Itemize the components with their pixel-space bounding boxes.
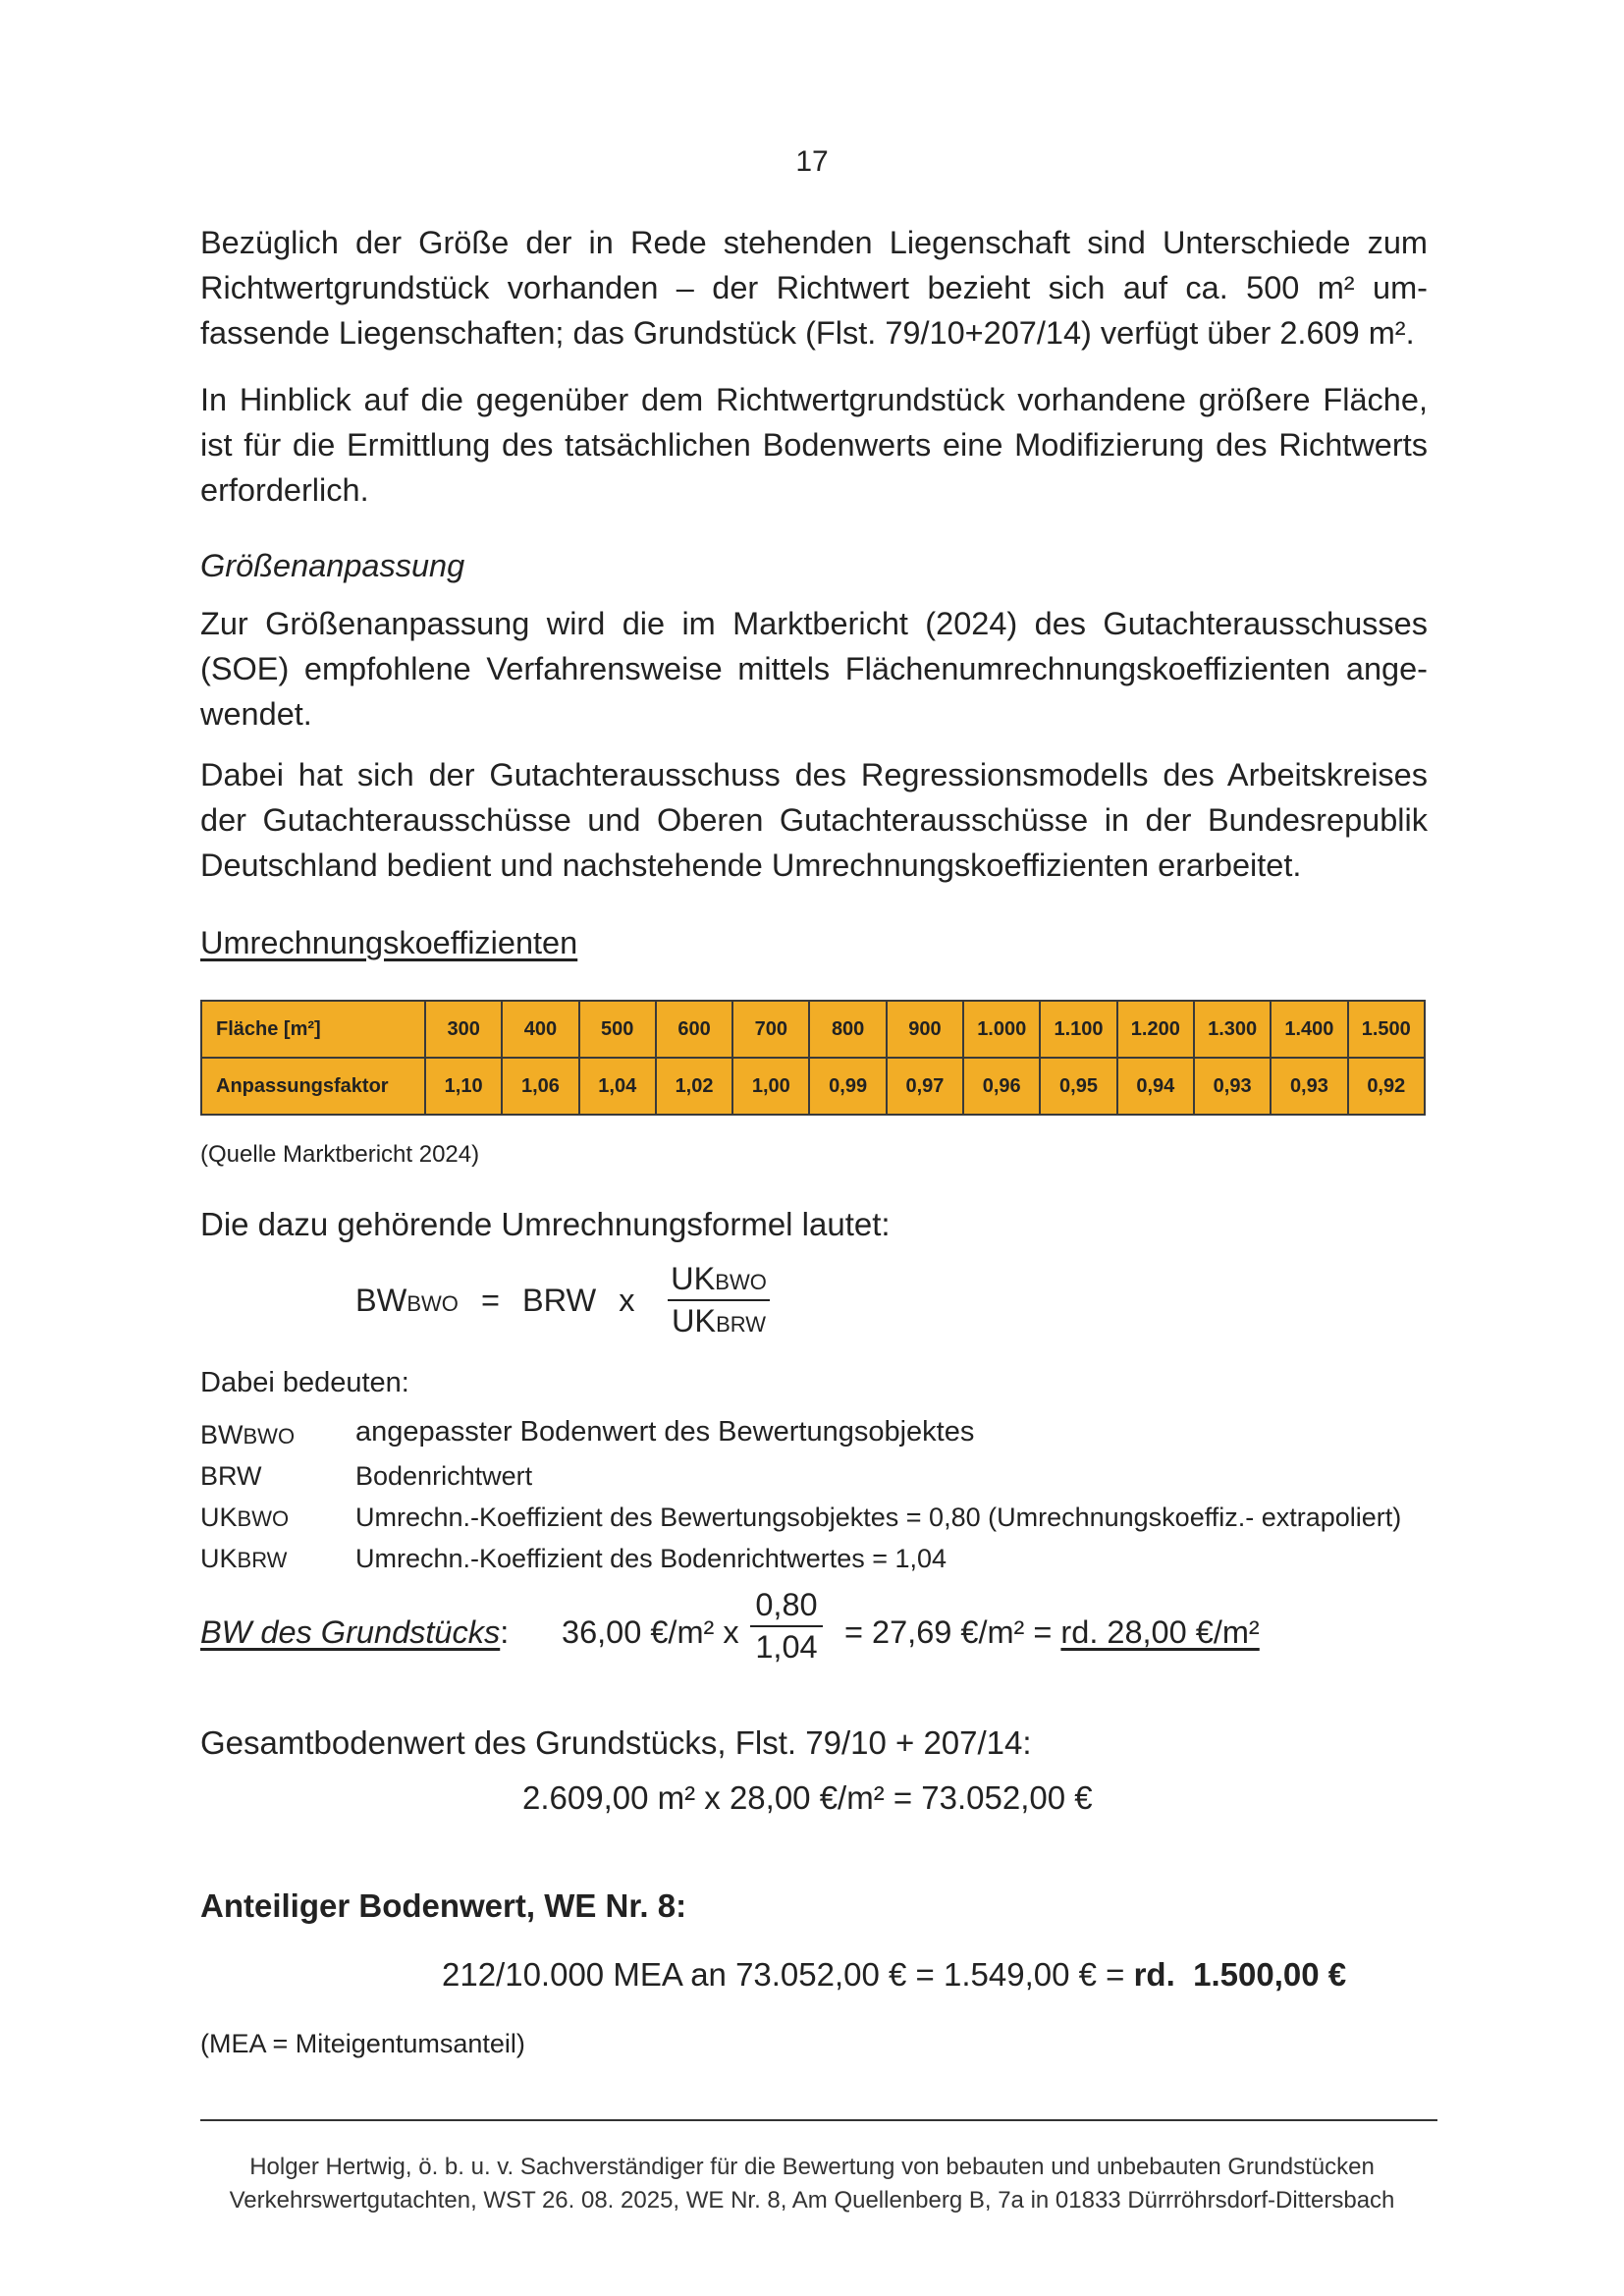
- legend-desc: Umrechn.-Koeffizient des Bewertungsobjektes = 0,80 (Umrechnungskoeffiz.- extrapoliert): [355, 1503, 1402, 1532]
- table-cell: 1.500: [1348, 1001, 1425, 1058]
- footer-divider: [200, 2119, 1437, 2121]
- table-cell: 400: [502, 1001, 578, 1058]
- bw-label: BW des Grundstücks: [200, 1614, 501, 1650]
- legend-term-text: UK: [200, 1544, 238, 1573]
- share-rd: rd.: [1133, 1956, 1175, 1993]
- bw-rounded: rd. 28,00 €/m²: [1060, 1614, 1260, 1650]
- formula-times: x: [619, 1283, 635, 1318]
- bw-colon: :: [500, 1614, 510, 1650]
- formula-intro: Die dazu gehörende Umrechnungsformel lautet:: [200, 1206, 891, 1242]
- table-cell: 0,93: [1194, 1058, 1271, 1115]
- source-note: (Quelle Marktbericht 2024): [200, 1141, 480, 1168]
- table-cell: 1.400: [1271, 1001, 1347, 1058]
- table-cell: 1.300: [1194, 1001, 1271, 1058]
- row-header-area: Fläche [m²]: [201, 1001, 425, 1058]
- text-line: Dabei hat sich der Gutachterausschuss des Regressionsmodells des Arbeitskreises: [200, 757, 1428, 793]
- formula-bw-sub: BWO: [406, 1291, 459, 1316]
- legend-desc: angepasster Bodenwert des Bewertungsobjektes: [355, 1416, 975, 1448]
- table-cell: 1,02: [656, 1058, 732, 1115]
- formula-lhs: [355, 1283, 635, 1319]
- section-heading-size-adjustment: Größenanpassung: [200, 548, 465, 583]
- table-cell: 500: [579, 1001, 656, 1058]
- legend-term-text: UK: [200, 1503, 238, 1532]
- total-title: Gesamtbodenwert des Grundstücks, Flst. 79/10 + 207/14:: [200, 1724, 1032, 1761]
- legend-term-text: BRW: [200, 1461, 262, 1491]
- table-cell: 300: [425, 1001, 502, 1058]
- bw-numerator: 0,80: [750, 1587, 823, 1627]
- text-line: In Hinblick auf die gegenüber dem Richtwertgrundstück vorhandene größere Fläche,: [200, 382, 1428, 417]
- formula-num-uk: UK: [671, 1261, 716, 1296]
- paragraph-method: [200, 601, 1428, 737]
- text-line: Richtwertgrundstück vorhanden – der Richtwert bezieht sich auf ca. 500 m² um-: [200, 270, 1428, 305]
- legend-desc: Bodenrichtwert: [355, 1461, 533, 1491]
- text-line: fassende Liegenschaften; das Grundstück (Flst. 79/10+207/14) verfügt über 2.609 m².: [200, 315, 1415, 351]
- mea-note: (MEA = Miteigentumsanteil): [200, 2029, 525, 2058]
- table-cell: 0,94: [1117, 1058, 1194, 1115]
- table-cell: 700: [732, 1001, 809, 1058]
- formula-bw: BW: [355, 1283, 407, 1318]
- table-cell: 800: [809, 1001, 886, 1058]
- text-line: ist für die Ermittlung des tatsächlichen Bodenwerts eine Modifizierung des Richtwerts: [200, 427, 1428, 463]
- formula-den-sub: BRW: [716, 1312, 767, 1337]
- row-header-factor: Anpassungsfaktor: [201, 1058, 425, 1115]
- table-cell: 1,04: [579, 1058, 656, 1115]
- text-line: wendet.: [200, 696, 312, 732]
- formula-fraction: [668, 1261, 770, 1339]
- table-cell: 900: [887, 1001, 963, 1058]
- page-number: 17: [795, 145, 829, 178]
- paragraph-modification: [200, 377, 1428, 513]
- bw-denominator: 1,04: [755, 1629, 818, 1665]
- table-cell: 1,00: [732, 1058, 809, 1115]
- share-calc-text: 212/10.000 MEA an 73.052,00 € = 1.549,00 € =: [442, 1956, 1125, 1993]
- share-final: 1.500,00 €: [1193, 1956, 1347, 1993]
- table-row-factor: [201, 1058, 1425, 1115]
- footer: [0, 2151, 1624, 2217]
- legend-term-sub: BRW: [237, 1548, 288, 1572]
- text-line: der Gutachterausschüsse und Oberen Gutachterausschüsse in der Bundesrepublik: [200, 802, 1428, 838]
- table-cell: 0,97: [887, 1058, 963, 1115]
- bw-result: = 27,69 €/m² =: [844, 1614, 1053, 1650]
- legend-term: [200, 1420, 295, 1450]
- footer-line-2: Verkehrswertgutachten, WST 26. 08. 2025, WE Nr. 8, Am Quellenberg B, 7a in 01833 Dürrröhrsdorf-Dittersbach: [229, 2187, 1395, 2214]
- legend-term: [200, 1461, 262, 1492]
- formula-brw: BRW: [521, 1283, 597, 1318]
- total-calc: 2.609,00 m² x 28,00 €/m² = 73.052,00 €: [522, 1779, 1093, 1816]
- formula-numerator: [668, 1261, 770, 1301]
- table-cell: 0,99: [809, 1058, 886, 1115]
- table-cell: 0,96: [963, 1058, 1040, 1115]
- paragraph-size-difference: [200, 220, 1428, 355]
- table-cell: 0,93: [1271, 1058, 1347, 1115]
- share-title: Anteiliger Bodenwert, WE Nr. 8:: [200, 1887, 687, 1924]
- paragraph-regression-model: [200, 752, 1428, 888]
- legend-term-sub: BWO: [243, 1424, 296, 1449]
- footer-line-1: Holger Hertwig, ö. b. u. v. Sachverständiger für die Bewertung von bebauten und unbebauten Grundstücken: [249, 2154, 1375, 2180]
- table-cell: 600: [656, 1001, 732, 1058]
- table-cell: 1.100: [1040, 1001, 1116, 1058]
- bw-fraction: [750, 1587, 823, 1666]
- coefficients-heading: Umrechnungskoeffizienten: [200, 925, 578, 960]
- table-cell: 1.200: [1117, 1001, 1194, 1058]
- table-cell: 0,95: [1040, 1058, 1116, 1115]
- legend-term-text: BW: [200, 1420, 244, 1449]
- table-cell: 1,06: [502, 1058, 578, 1115]
- share-calc: [442, 1956, 1346, 1994]
- formula-denominator: [668, 1301, 770, 1339]
- bw-calc-label: [200, 1614, 509, 1651]
- bw-calc-value: 36,00 €/m² x: [562, 1614, 739, 1650]
- text-line: Deutschland bedient und nachstehende Umrechnungskoeffizienten erarbeitet.: [200, 847, 1302, 883]
- formula-num-sub: BWO: [715, 1270, 767, 1294]
- table-cell: 1.000: [963, 1001, 1040, 1058]
- table-cell: 0,92: [1348, 1058, 1425, 1115]
- legend-term: [200, 1544, 287, 1574]
- text-line: Zur Größenanpassung wird die im Marktbericht (2024) des Gutachterausschusses: [200, 606, 1428, 641]
- bw-calc-result: [844, 1614, 1260, 1651]
- text-line: (SOE) empfohlene Verfahrensweise mittels Flächenumrechnungskoeffizienten ange-: [200, 651, 1428, 686]
- legend-term: [200, 1503, 289, 1533]
- formula-den-uk: UK: [671, 1303, 717, 1339]
- legend-term-sub: BWO: [237, 1506, 290, 1531]
- legend-desc: Umrechn.-Koeffizient des Bodenrichtwertes = 1,04: [355, 1544, 947, 1573]
- table-cell: 1,10: [425, 1058, 502, 1115]
- text-line: Bezüglich der Größe der in Rede stehenden Liegenschaft sind Unterschiede zum: [200, 225, 1428, 260]
- coefficient-table: [200, 1000, 1426, 1116]
- legend-intro: Dabei bedeuten:: [200, 1367, 409, 1398]
- table-row-area: [201, 1001, 1425, 1058]
- formula-equals: =: [480, 1283, 500, 1318]
- text-line: erforderlich.: [200, 472, 369, 508]
